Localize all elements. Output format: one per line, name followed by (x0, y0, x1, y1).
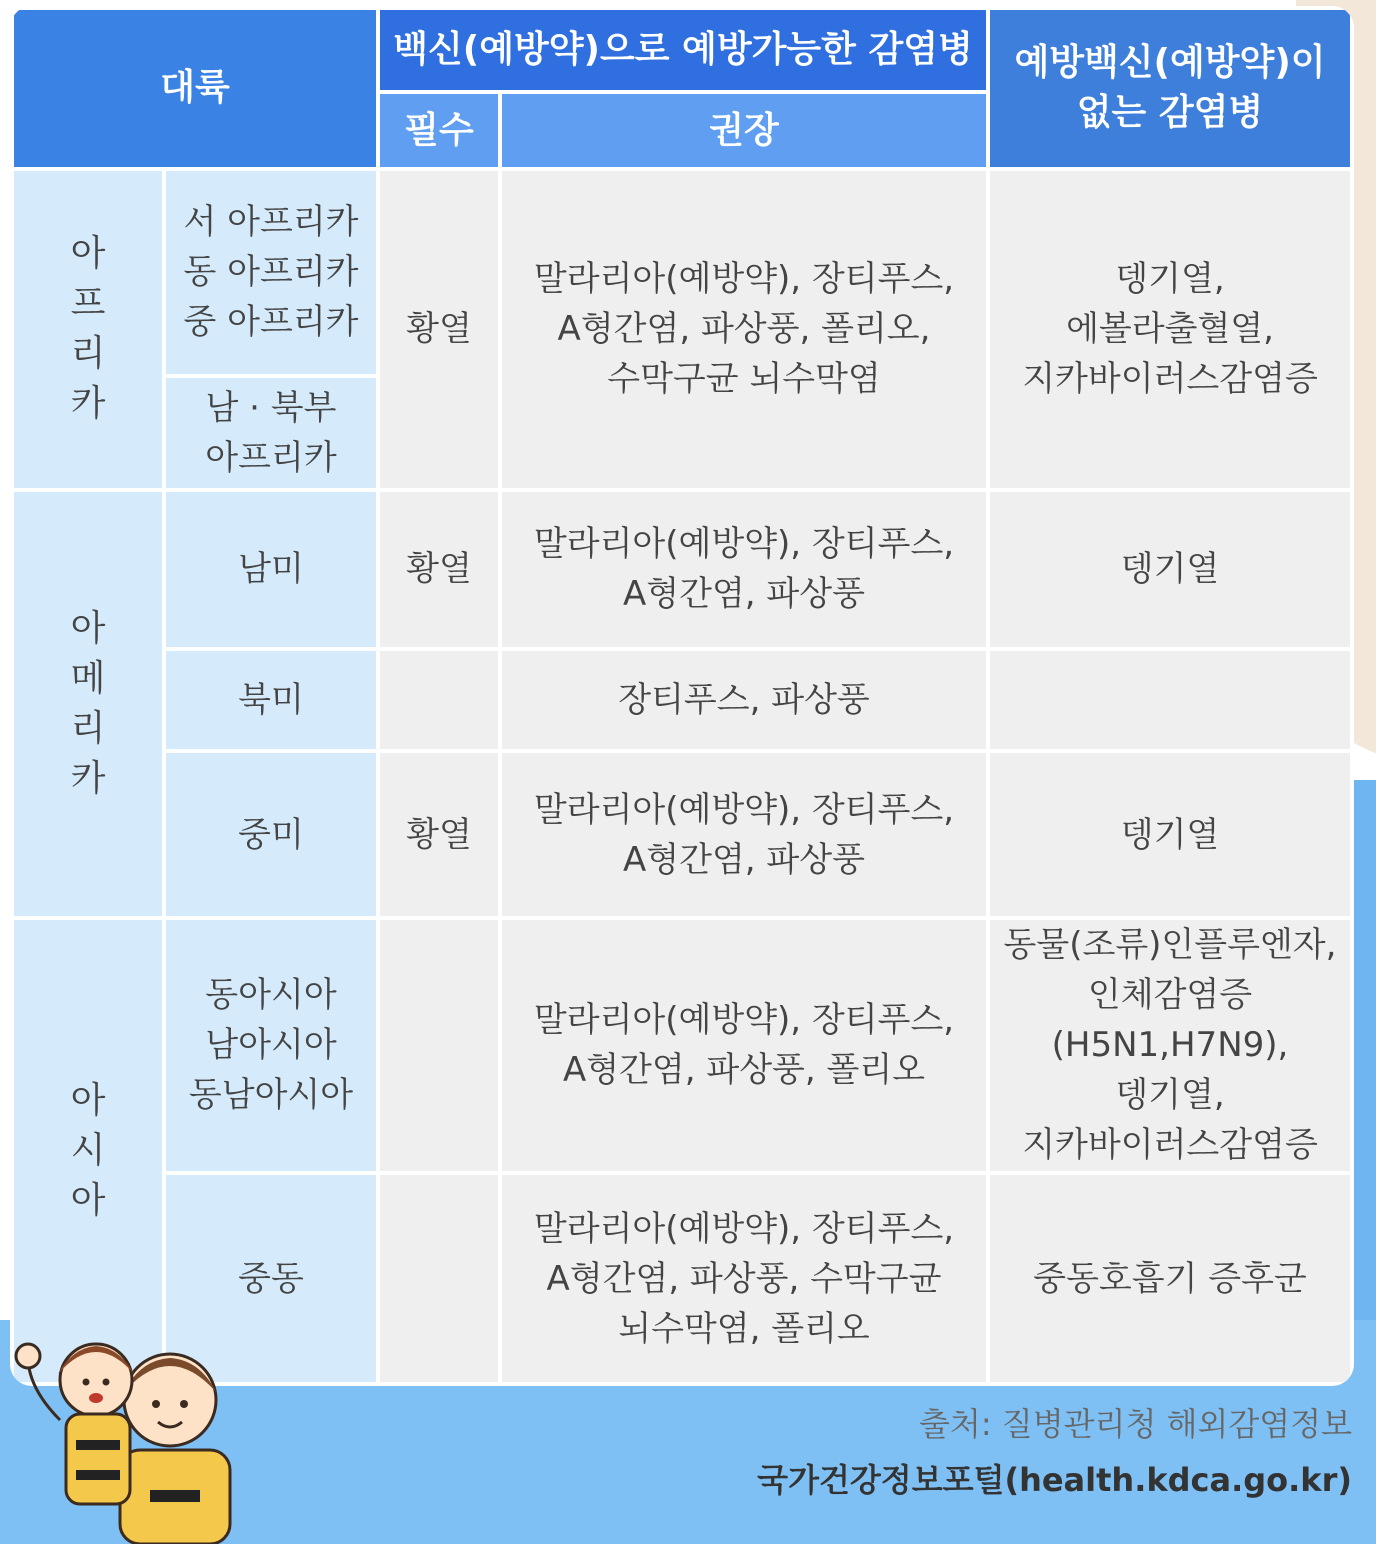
south-america-required: 황열 (380, 492, 498, 647)
vaccine-table (10, 6, 1354, 1386)
central-america-required: 황열 (380, 753, 498, 916)
children-illustration-svg (0, 1300, 240, 1544)
subregion-east-south-asia: 동아시아 남아시아 동남아시아 (166, 920, 376, 1171)
south-america-no-vaccine: 뎅기열 (990, 492, 1350, 647)
middle-east-recommended: 말라리아(예방약), 장티푸스, A형간염, 파상풍, 수막구균 뇌수막염, 폴리오 (502, 1175, 986, 1382)
source-line-2: 국가건강정보포털(health.kdca.go.kr) (757, 1461, 1352, 1499)
header-category: 대륙 (14, 10, 376, 167)
middle-east-no-vaccine: 중동호흡기 증후군 (990, 1175, 1350, 1382)
subregion-north-america: 북미 (166, 651, 376, 749)
south-america-recommended: 말라리아(예방약), 장티푸스, A형간염, 파상풍 (502, 492, 986, 647)
africa-recommended: 말라리아(예방약), 장티푸스, A형간염, 파상풍, 폴리오, 수막구균 뇌수막염 (502, 171, 986, 488)
subregion-middle-east: 중동 (166, 1175, 376, 1382)
vaccine-table-container (10, 6, 1354, 1386)
header-required: 필수 (380, 94, 498, 166)
east-south-asia-required (380, 920, 498, 1171)
region-asia: 아 시 아 (14, 920, 162, 1382)
east-south-asia-no-vaccine: 동물(조류)인플루엔자, 인체감염증(H5N1,H7N9), 뎅기열, 지카바이러스감염증 (990, 920, 1350, 1171)
africa-no-vaccine: 뎅기열, 에볼라출혈열, 지카바이러스감염증 (990, 171, 1350, 488)
east-south-asia-recommended: 말라리아(예방약), 장티푸스, A형간염, 파상풍, 폴리오 (502, 920, 986, 1171)
region-africa: 아 프 리 카 (14, 171, 162, 488)
central-america-recommended: 말라리아(예방약), 장티푸스, A형간염, 파상풍 (502, 753, 986, 916)
source-line-1: 출처: 질병관리청 해외감염정보 (919, 1405, 1352, 1443)
children-life-vest-illustration (0, 1300, 240, 1544)
subregion-south-america: 남미 (166, 492, 376, 647)
header-no-vaccine: 예방백신(예방약)이 없는 감염병 (990, 10, 1350, 167)
subregion-central-america: 중미 (166, 753, 376, 916)
north-america-recommended: 장티푸스, 파상풍 (502, 651, 986, 749)
source-note (757, 1396, 1352, 1508)
north-america-no-vaccine (990, 651, 1350, 749)
north-america-required (380, 651, 498, 749)
middle-east-required (380, 1175, 498, 1382)
header-recommended: 권장 (502, 94, 986, 166)
central-america-no-vaccine: 뎅기열 (990, 753, 1350, 916)
subregion-south-north-africa: 남 · 북부 아프리카 (166, 378, 376, 488)
africa-required: 황열 (380, 171, 498, 488)
region-america: 아 메 리 카 (14, 492, 162, 916)
subregion-west-east-central-africa: 서 아프리카 동 아프리카 중 아프리카 (166, 171, 376, 374)
header-vaccine-preventable: 백신(예방약)으로 예방가능한 감염병 (380, 10, 986, 90)
